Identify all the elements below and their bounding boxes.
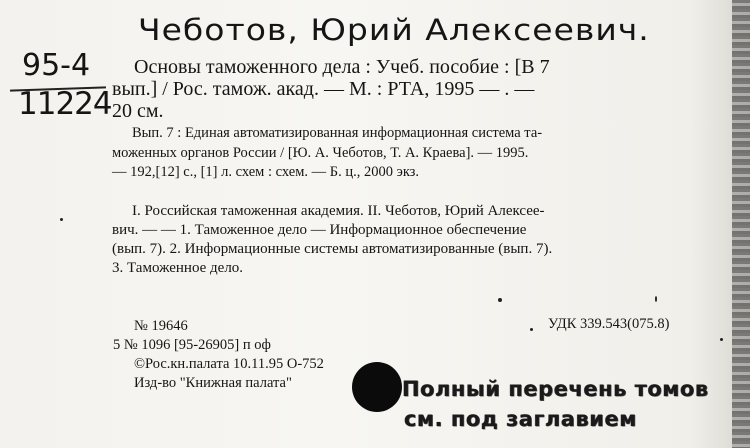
scan-speck (530, 328, 533, 331)
tracing-line: 3. Таможенное дело. (112, 260, 244, 276)
card-edge-shadow (732, 0, 750, 448)
title-line: Основы таможенного дела : Учеб. пособие : [В 7 (134, 56, 550, 78)
scan-speck (720, 338, 723, 341)
call-number-top: 95-4 (22, 48, 91, 83)
tracing-line: I. Российская таможенная академия. II. Чеботов, Юрий Алексее- (132, 203, 545, 219)
title-line: 20 см. (112, 100, 164, 122)
volume-line: Вып. 7 : Единая автоматизированная информационная система та- (132, 125, 543, 141)
scan-speck (60, 218, 63, 221)
scan-speck (498, 298, 502, 302)
stamp-text: см. под заглавием (404, 407, 637, 431)
order-line: 5 № 1096 [95-26905] п оф (113, 337, 271, 353)
volume-line: — 192,[12] с., [1] л. схем : схем. — Б. ц., 2000 экз. (112, 164, 420, 180)
publisher-line: Изд-во "Книжная палата" (134, 375, 292, 391)
scan-speck (655, 296, 657, 302)
title-line: вып.] / Рос. тамож. акад. — М. : РТА, 1995 — . — (112, 78, 535, 100)
tracing-line: (вып. 7). 2. Информационные системы автоматизированные (вып. 7). (112, 241, 553, 257)
volume-line: моженных органов России / [Ю. А. Чеботов, Т. А. Краева]. — 1995. (112, 145, 529, 161)
tracing-line: вич. — — 1. Таможенное дело — Информационное обеспечение (112, 222, 527, 238)
record-number: № 19646 (134, 318, 188, 334)
stamp-dot-icon (352, 362, 402, 412)
author-handwritten: Чеботов, Юрий Алексеевич. (138, 11, 650, 48)
stamp-text: Полный перечень томов (402, 377, 709, 401)
call-number-bottom: 11224 (18, 86, 112, 122)
copyright-line: ©Рос.кн.палата 10.11.95 О-752 (134, 356, 324, 372)
udk-code: УДК 339.543(075.8) (548, 316, 670, 332)
